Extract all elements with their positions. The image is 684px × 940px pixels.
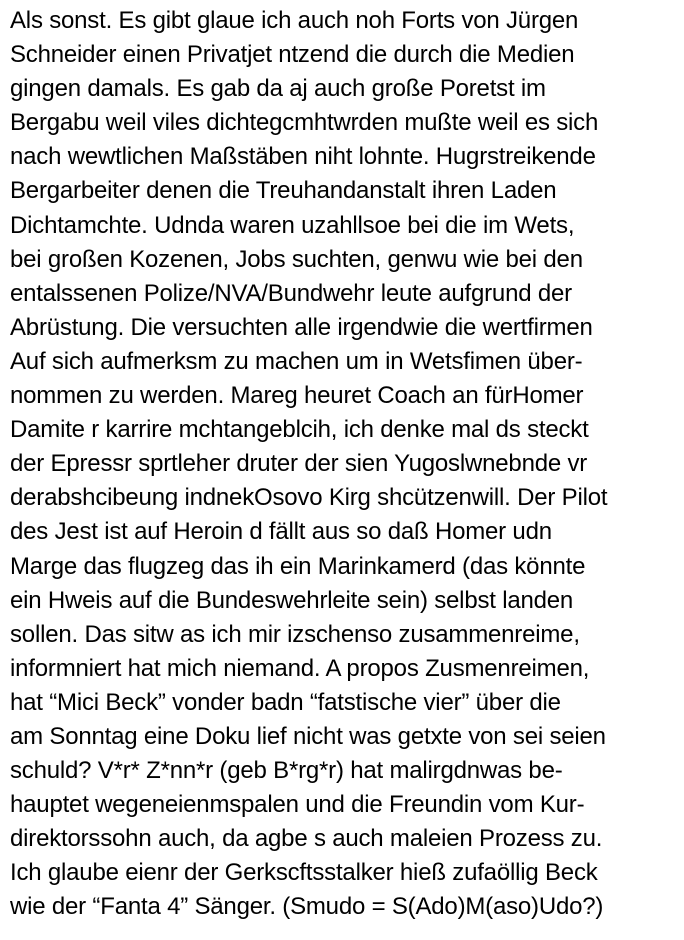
text-line: Dichtamchte. Udnda waren uzahllsoe bei die im Wets, xyxy=(10,211,575,239)
text-line: sollen. Das sitw as ich mir izschenso zusammenreime, xyxy=(10,620,580,648)
text-line: am Sonntag eine Doku lief nicht was getxte von sei seien xyxy=(10,722,606,750)
text-line: hat “Mici Beck” vonder badn “fatstische vier” über die xyxy=(10,688,561,716)
text-line: Bergabu weil viles dichtegcmhtwrden mußte weil es sich xyxy=(10,109,599,137)
text-line: ein Hweis auf die Bundeswehrleite sein) selbst landen xyxy=(10,586,574,614)
text-line: Als sonst. Es gibt glaue ich auch noh Forts von Jürgen xyxy=(10,7,579,34)
text-line: Auf sich aufmerksm zu machen um in Wetsfimen über- xyxy=(10,347,583,375)
text-block xyxy=(10,4,680,925)
text-line: Schneider einen Privatjet ntzend die durch die Medien xyxy=(10,41,575,69)
text-line: derabshcibeung indnekOsovo Kirg shcützenwill. Der Pilot xyxy=(10,484,608,512)
text-line: Bergarbeiter denen die Treuhandanstalt ihren Laden xyxy=(10,177,557,205)
text-line: Marge das flugzeg das ih ein Marinkamerd (das könnte xyxy=(10,552,586,580)
text-line: bei großen Kozenen, Jobs suchten, genwu wie bei den xyxy=(10,245,583,273)
text-line: der Epressr sprtleher druter der sien Yugoslwnebnde vr xyxy=(10,450,588,478)
text-line: wie der “Fanta 4” Sänger. (Smudo = S(Ado)M(aso)Udo?) xyxy=(10,893,604,921)
text-line: Ich glaube eienr der Gerkscftsstalker hieß zufaöllig Beck xyxy=(10,859,598,887)
text-line: entalssenen Polize/NVA/Bundwehr leute aufgrund der xyxy=(10,279,572,307)
text-line: Damite r karrire mchtangeblcih, ich denke mal ds steckt xyxy=(10,416,589,444)
text-line: Abrüstung. Die versuchten alle irgendwie die wertfirmen xyxy=(10,313,593,341)
text-line: gingen damals. Es gab da aj auch große Poretst im xyxy=(10,75,546,103)
text-line: nach wewtlichen Maßstäben niht lohnte. Hugrstreikende xyxy=(10,143,596,171)
text-line: nommen zu werden. Mareg heuret Coach an fürHomer xyxy=(10,382,584,410)
text-line: direktorssohn auch, da agbe s auch maleien Prozess zu. xyxy=(10,825,603,853)
text-line: hauptet wegeneienmspalen und die Freundin vom Kur- xyxy=(10,791,585,819)
text-line: des Jest ist auf Heroin d fällt aus so daß Homer udn xyxy=(10,518,552,546)
text-line: informniert hat mich niemand. A propos Zusmenreimen, xyxy=(10,654,590,682)
text-line: schuld? V*r* Z*nn*r (geb B*rg*r) hat malirgdnwas be- xyxy=(10,757,563,785)
